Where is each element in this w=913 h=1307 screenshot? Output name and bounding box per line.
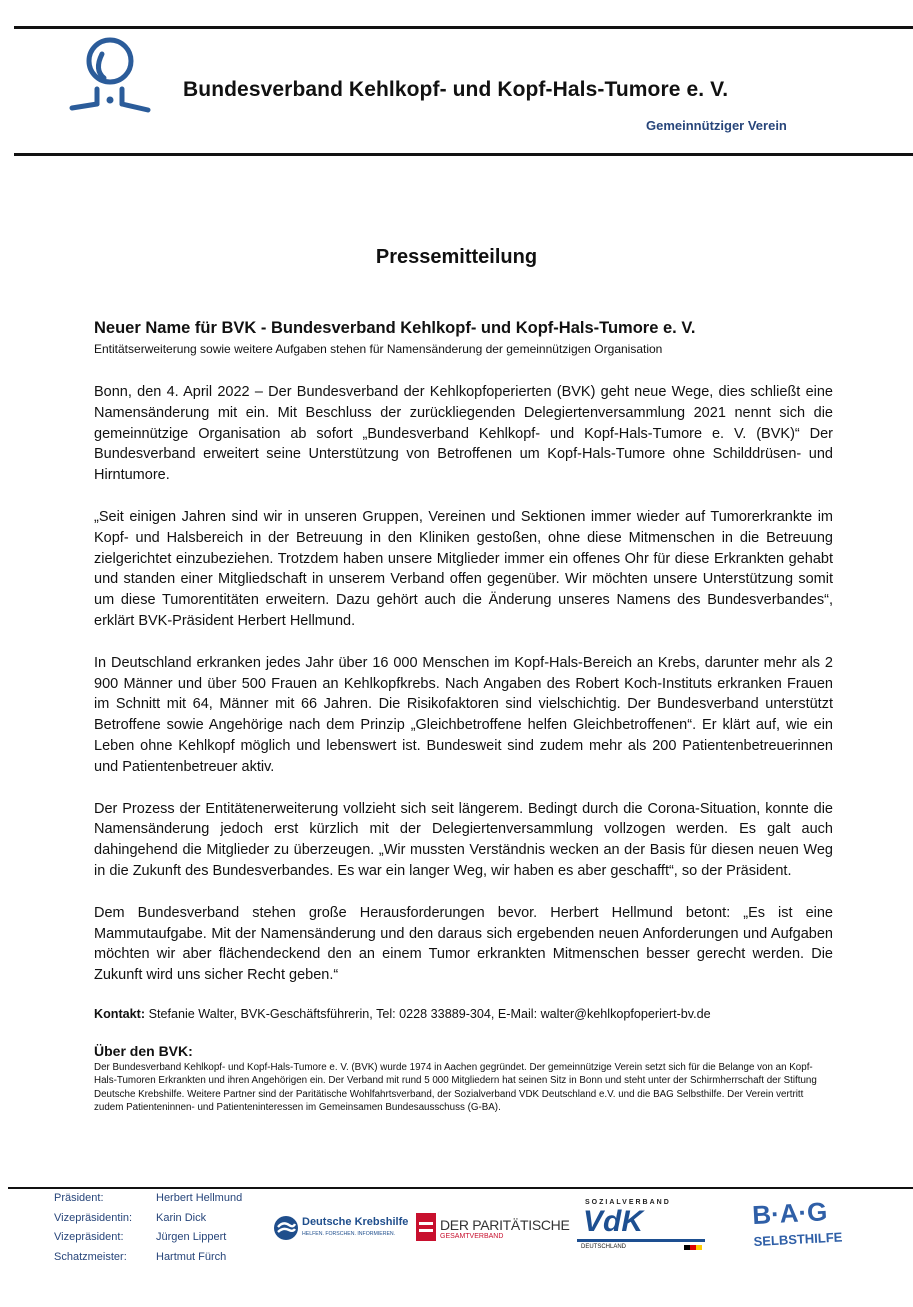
vdk-name: VdK (583, 1205, 643, 1238)
bvk-logo-icon (66, 34, 152, 120)
krebshilfe-wave-icon (273, 1215, 299, 1241)
krebshilfe-name: Deutsche Krebshilfe (302, 1216, 409, 1228)
subheadline: Entitätserweiterung sowie weitere Aufgaben stehen für Namensänderung der gemeinnützigen Organisation (94, 342, 663, 356)
paragraph-2: „Seit einigen Jahren sind wir in unseren Gruppen, Vereinen und Sektionen immer wieder auf Tumorerkrankte im Kopf- und Halsbereich in der Betreuung in den Kliniken gestoßen, ohne diese Mitmenschen in die Betreuung zielgerichtet einzubeziehen. Trotzdem haben unsere Mitglieder immer ein offenes Ohr für diese Erkrankten gehabt und standen einer Mitgliedschaft in unserem Verband offen gegenüber. Wir möchten unsere Unterstützung somit um diese Tumorentitäten erweitern. Dazu gehört auch die Änderung unseres Namens des Bundesverbandes“, erklärt BVK-Präsident Herbert Hellmund. (94, 508, 833, 629)
krebshilfe-logo (273, 1213, 409, 1243)
german-flag-icon (684, 1245, 702, 1250)
vdk-logo (577, 1199, 707, 1255)
bag-selbsthilfe-logo (749, 1196, 843, 1262)
paragraph-4: Der Prozess der Entitätenerweiterung vollzieht sich seit längerem. Bedingt durch die Corona-Situation, konnte die Namensänderung jedoch erst kürzlich mit der Delegiertenversammlung vollzogen werden. Es galt auch dahingehend die Mitglieder zu überzeugen. „Wir mussten Verständnis wecken an der Basis für diesen neuen Weg in die Zukunft des Bundesverbandes. Es war ein langer Weg, wir haben es aber geschafft“, so der Präsident. (94, 800, 833, 879)
board-role: Vizepräsidentin: (54, 1211, 133, 1224)
document-title: Pressemitteilung (375, 246, 538, 268)
krebshilfe-tagline: HELFEN. FORSCHEN. INFORMIEREN. (302, 1231, 396, 1237)
board-role: Präsident: (54, 1192, 104, 1204)
about-heading: Über den BVK: (94, 1042, 193, 1059)
paritaet-name: DER PARITÄTISCHE (440, 1217, 570, 1233)
footer-rule (8, 1187, 913, 1189)
paragraph-3: In Deutschland erkranken jedes Jahr über 16 000 Menschen im Kopf-Hals-Bereich an Krebs, darunter mehr als 2 900 Männer und über 500 Frauen an Kehlkopfkrebs. Nach Angaben des Robert Koch-Instituts erkranken Frauen im Schnitt mit 64, Männer mit 66 Jahren. Die Risikofaktoren sind vielschichtig. Der Bundesverband unterstützt Betroffene sowie Angehörige nach dem Prinzip „Gleichbetroffene helfen Gleichbetroffenen“. Er klärt auf, wie ein Leben ohne Kehlkopf möglich und lebenswert ist. Bundesweit sind zudem mehr als 200 Patientenbetreuerinnen und Patientenbetreuer aktiv. (94, 654, 833, 775)
vdk-top-label: SOZIALVERBAND (585, 1199, 671, 1206)
board-name: Herbert Hellmund (156, 1192, 243, 1204)
vdk-sub: DEUTSCHLAND (581, 1244, 627, 1250)
paragraph-1: Bonn, den 4. April 2022 – Der Bundesverband der Kehlkopfoperierten (BVK) geht neue Wege, dies schließt eine Namensänderung mit ein. Mit Beschluss der zurückliegenden Delegiertenversammlung 2021 nennt sich die gemeinnützige Organisation ab sofort „Bundesverband Kehlkopf- und Kopf-Hals-Tumore e. V. (BVK)“ Der Bundesverband erweitert seine Unterstützung von Betroffenen um Kopf-Hals-Tumore ohne Schilddrüsen- und Hirntumore. (94, 384, 833, 484)
paritaet-logo (416, 1211, 570, 1247)
contact-line (94, 1007, 833, 1021)
bag-sub: SELBSTHILFE (753, 1229, 843, 1250)
header-bottom-rule (14, 153, 913, 156)
bag-name: B·A·G (751, 1196, 828, 1231)
board-name: Jürgen Lippert (156, 1231, 227, 1243)
paritaet-equals-icon (416, 1213, 436, 1241)
board-role: Schatzmeister: (54, 1250, 127, 1263)
org-name: Bundesverband Kehlkopf- und Kopf-Hals-Tumore e. V. (183, 78, 729, 101)
paritaet-sub: GESAMTVERBAND (440, 1233, 504, 1240)
about-text: Der Bundesverband Kehlkopf- und Kopf-Hals-Tumore e. V. (BVK) wurde 1974 in Aachen gegründet. Der gemeinnützige Verein setzt sich für die Belange von an Kopf-Hals-Tumoren Erkrankten und ihren Angehörigen ein. Der Verband mit rund 5 000 Mitgliedern hat seinen Sitz in Bonn und steht unter der Schirmherrschaft der Stiftung Deutsche Krebshilfe. Weitere Partner sind der Paritätische Wohlfahrtsverband, der Sozialverband VDK Deutschland e.V. und die BAG Selbsthilfe. Der Verein vertritt zudem Patienteninnen- und Patienteninteressen im Gemeinsamen Bundesausschuss (G-BA). (94, 1061, 817, 1114)
board-name: Karin Dick (156, 1211, 207, 1224)
board-name: Hartmut Fürch (156, 1250, 227, 1263)
paragraph-5: Dem Bundesverband stehen große Herausforderungen bevor. Herbert Hellmund betont: „Es ist eine Mammutaufgabe. Mit der Namensänderung und den daraus sich ergebenden neuen Anforderungen und Aufgaben möchten wir aber flächendeckend den an einem Tumor erkrankten Mitmenschen besser gerecht werden. Die Zukunft wird uns sicher Recht geben.“ (94, 904, 833, 984)
press-release-body (94, 319, 833, 1115)
contact-details: Stefanie Walter, BVK-Geschäftsführerin, Tel: 0228 33889-304, E-Mail: walter@kehlkopfoperiert-bv.de (145, 1006, 711, 1021)
vdk-underline (577, 1239, 705, 1242)
board-role: Vizepräsident: (54, 1231, 124, 1243)
header-top-rule (14, 26, 913, 29)
org-subtitle: Gemeinnütziger Verein (646, 118, 787, 133)
contact-label: Kontakt: (94, 1006, 146, 1021)
headline: Neuer Name für BVK - Bundesverband Kehlkopf- und Kopf-Hals-Tumore e. V. (94, 319, 696, 337)
